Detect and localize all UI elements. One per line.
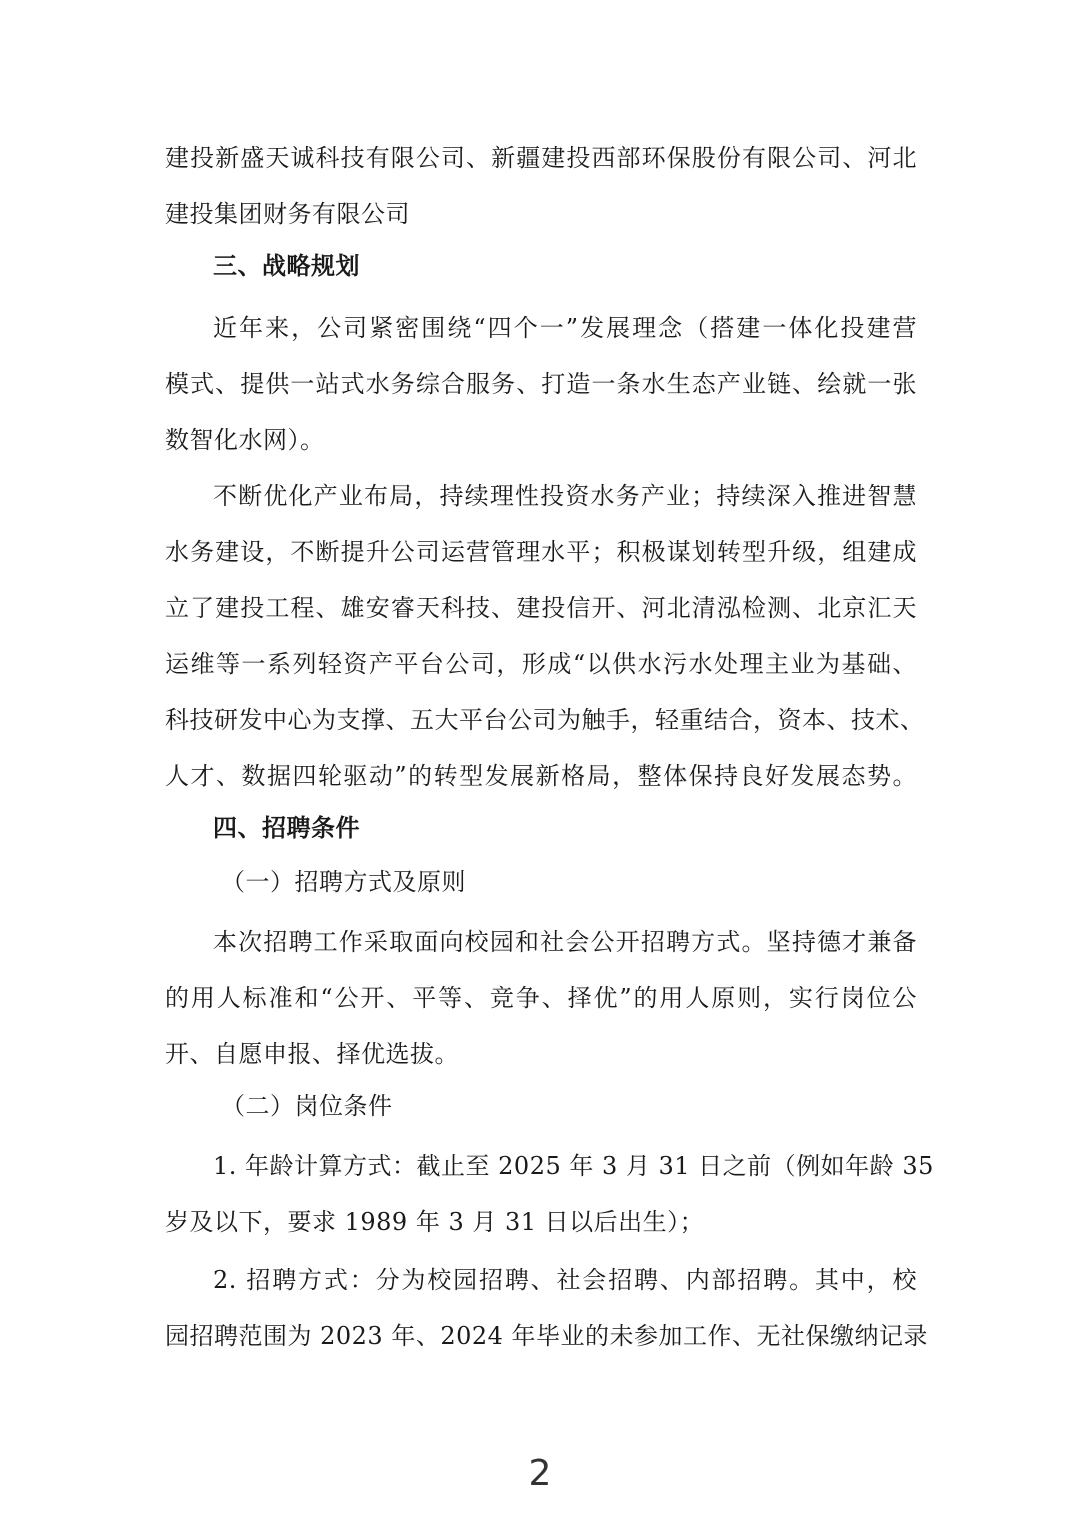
- body-text-line: 建投新盛天诚科技有限公司、新疆建投西部环保股份有限公司、河北: [165, 144, 917, 172]
- body-text-line: 数智化水网）。: [165, 426, 325, 454]
- subsection-heading-conditions: （二）岗位条件: [221, 1092, 393, 1120]
- section-heading-requirements: 四、招聘条件: [213, 814, 360, 842]
- body-text-line: 1. 年龄计算方式：截止至 2025 年 3 月 31 日之前（例如年龄 35: [213, 1152, 934, 1180]
- body-text-line: 的用人标准和“公开、平等、竞争、择优”的用人原则，实行岗位公: [165, 984, 917, 1012]
- body-text-line: 运维等一系列轻资产平台公司，形成“以供水污水处理主业为基础、: [165, 650, 917, 678]
- body-text-line: 模式、提供一站式水务综合服务、打造一条水生态产业链、绘就一张: [165, 370, 917, 398]
- subsection-heading-method: （一）招聘方式及原则: [221, 868, 466, 896]
- body-text-line: 建投集团财务有限公司: [165, 200, 410, 228]
- page-number: 2: [528, 1453, 552, 1494]
- body-text-line: 2. 招聘方式：分为校园招聘、社会招聘、内部招聘。其中，校: [213, 1266, 917, 1294]
- body-text-line: 不断优化产业布局，持续理性投资水务产业；持续深入推进智慧: [213, 482, 917, 510]
- section-heading-strategy: 三、战略规划: [213, 252, 360, 280]
- body-text-line: 人才、数据四轮驱动”的转型发展新格局，整体保持良好发展态势。: [165, 762, 917, 790]
- body-text-line: 立了建投工程、雄安睿天科技、建投信开、河北清泓检测、北京汇天: [165, 594, 917, 622]
- body-text-line: 水务建设，不断提升公司运营管理水平；积极谋划转型升级，组建成: [165, 538, 917, 566]
- body-text-line: 近年来，公司紧密围绕“四个一”发展理念（搭建一体化投建营: [213, 314, 917, 342]
- body-text-line: 本次招聘工作采取面向校园和社会公开招聘方式。坚持德才兼备: [213, 928, 917, 956]
- body-text-line: 科技研发中心为支撑、五大平台公司为触手，轻重结合，资本、技术、: [165, 706, 925, 734]
- body-text-line: 开、自愿申报、择优选拔。: [165, 1040, 459, 1068]
- body-text-line: 园招聘范围为 2023 年、2024 年毕业的未参加工作、无社保缴纳记录: [165, 1322, 929, 1350]
- body-text-line: 岁及以下，要求 1989 年 3 月 31 日以后出生）；: [165, 1208, 705, 1236]
